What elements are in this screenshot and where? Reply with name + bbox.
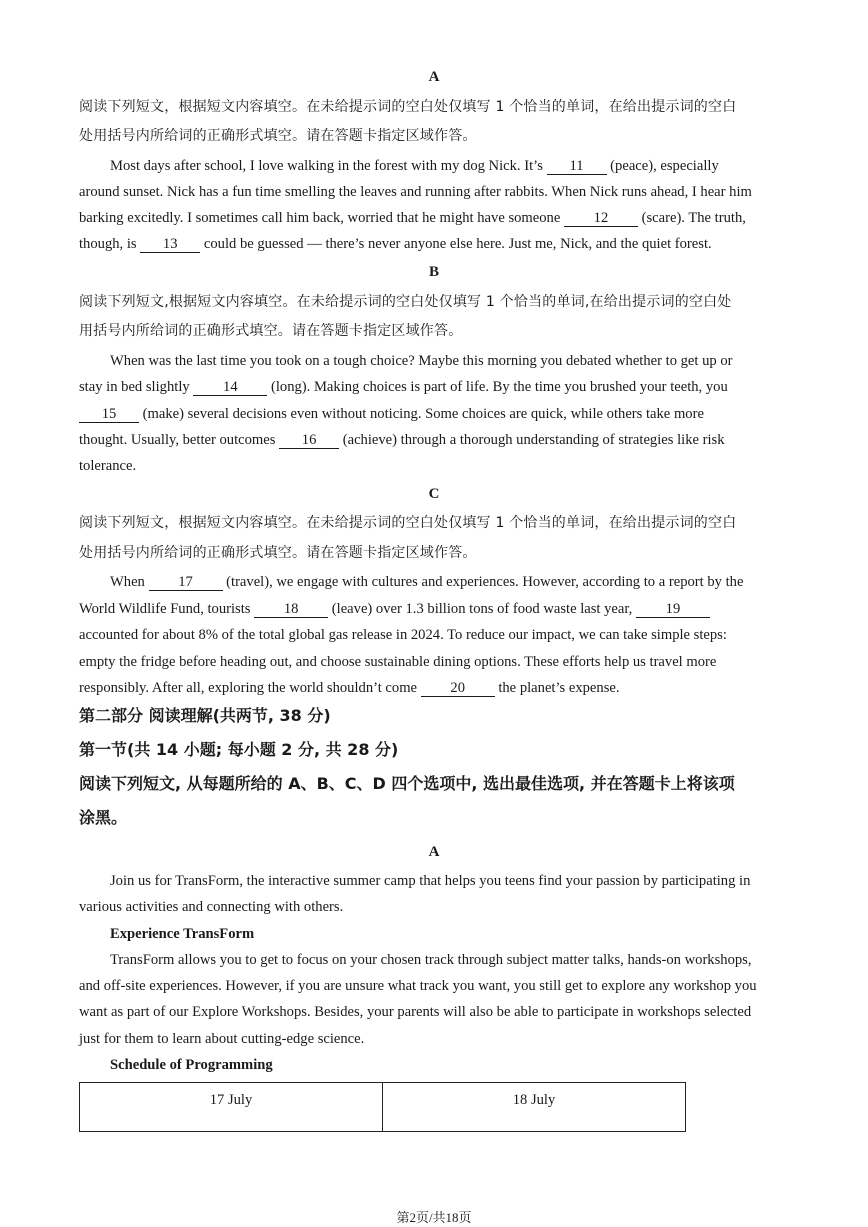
section-c-instruction: 阅读下列短文，根据短文内容填空。在未给提示词的空白处仅填写 1 个恰当的单词，在给出提示词的空白 (79, 515, 737, 531)
subheading: Schedule of Programming (110, 1057, 273, 1073)
schedule-table (79, 1082, 686, 1132)
passage-line: empty the fridge before heading out, and choose sustainable dining options. These efforts help us travel more (79, 654, 717, 670)
passage-line: tolerance. (79, 458, 137, 474)
passage-line: around sunset. Nick has a fun time smelling the leaves and running after rabbits. When Nick runs ahead, I hear him (79, 184, 752, 200)
passage-line: TransForm allows you to get to focus on your chosen track through subject matter talks, hands-on workshops, (110, 952, 752, 968)
passage-line: Most days after school, I love walking in the forest with my dog Nick. It’s 11 (peace), especially (110, 158, 719, 174)
section-a-instruction: 阅读下列短文，根据短文内容填空。在未给提示词的空白处仅填写 1 个恰当的单词，在给出提示词的空白 (79, 99, 737, 115)
section-title: 第一节(共 14 小题; 每小题 2 分, 共 28 分) (79, 740, 399, 759)
table-row (80, 1083, 686, 1132)
passage-line: accounted for about 8% of the total global gas release in 2024. To reduce our impact, we can take simple steps: (79, 627, 727, 643)
passage-line: 15 (make) several decisions even without noticing. Some choices are quick, while others take more (79, 405, 704, 423)
page-footer: 第2页/共18页 (396, 1210, 472, 1225)
passage-line: World Wildlife Fund, tourists 18 (leave) over 1.3 billion tons of food waste last year, 19 (79, 600, 710, 618)
section-b-instruction: 用括号内所给词的正确形式填空。请在答题卡指定区域作答。 (79, 323, 463, 339)
passage-line: Join us for TransForm, the interactive summer camp that helps you teens find your passion by participating in (110, 873, 751, 889)
passage-line: When was the last time you took on a tough choice? Maybe this morning you debated whether to get up or (110, 353, 733, 369)
blank-17[interactable]: 17 (149, 575, 223, 591)
part-instruction: 涂黑。 (79, 808, 128, 827)
section-b-heading: B (428, 264, 439, 280)
blank-15[interactable]: 15 (79, 407, 139, 423)
table-cell: 17 July (80, 1083, 383, 1132)
blank-16[interactable]: 16 (279, 433, 339, 449)
blank-19[interactable]: 19 (636, 602, 710, 618)
blank-20[interactable]: 20 (421, 681, 495, 697)
passage-line: just for them to learn about cutting-edge science. (79, 1031, 365, 1047)
passage-line: thought. Usually, better outcomes 16 (achieve) through a thorough understanding of strategies like risk (79, 432, 725, 448)
blank-18[interactable]: 18 (254, 602, 328, 618)
passage-line: stay in bed slightly 14 (long). Making choices is part of life. By the time you brushed your teeth, you (79, 379, 728, 395)
blank-14[interactable]: 14 (193, 380, 267, 396)
passage-line: want as part of our Explore Workshops. Besides, your parents will also be able to participate in workshops selected (79, 1004, 752, 1020)
part-title: 第二部分 阅读理解(共两节, 38 分) (79, 706, 331, 725)
blank-13[interactable]: 13 (140, 237, 200, 253)
part-instruction: 阅读下列短文, 从每题所给的 A、B、C、D 四个选项中, 选出最佳选项, 并在答题卡上将该项 (79, 774, 735, 793)
blank-11[interactable]: 11 (547, 159, 607, 175)
section-a-instruction: 处用括号内所给词的正确形式填空。请在答题卡指定区域作答。 (79, 128, 477, 144)
passage-line: When 17 (travel), we engage with cultures and experiences. However, according to a report by the (110, 574, 744, 590)
passage-line: and off-site experiences. However, if you are unsure what track you want, you still get to explore any workshop you (79, 978, 757, 994)
passage-line: barking excitedly. I sometimes call him back, worried that he might have someone 12 (scare). The truth, (79, 210, 746, 226)
reading-a-heading: A (428, 844, 440, 860)
blank-12[interactable]: 12 (564, 211, 638, 227)
section-a-heading: A (428, 69, 440, 85)
section-b-instruction: 阅读下列短文,根据短文内容填空。在未给提示词的空白处仅填写 1 个恰当的单词,在给出提示词的空白处 (79, 294, 732, 310)
section-c-instruction: 处用括号内所给词的正确形式填空。请在答题卡指定区域作答。 (79, 545, 477, 561)
subheading: Experience TransForm (110, 926, 255, 942)
passage-line: responsibly. After all, exploring the world shouldn’t come 20 the planet’s expense. (79, 680, 620, 696)
passage-line: though, is 13 could be guessed — there’s never anyone else here. Just me, Nick, and the quiet forest. (79, 236, 712, 252)
table-cell: 18 July (383, 1083, 686, 1132)
section-c-heading: C (428, 486, 440, 502)
passage-line: various activities and connecting with others. (79, 899, 344, 915)
